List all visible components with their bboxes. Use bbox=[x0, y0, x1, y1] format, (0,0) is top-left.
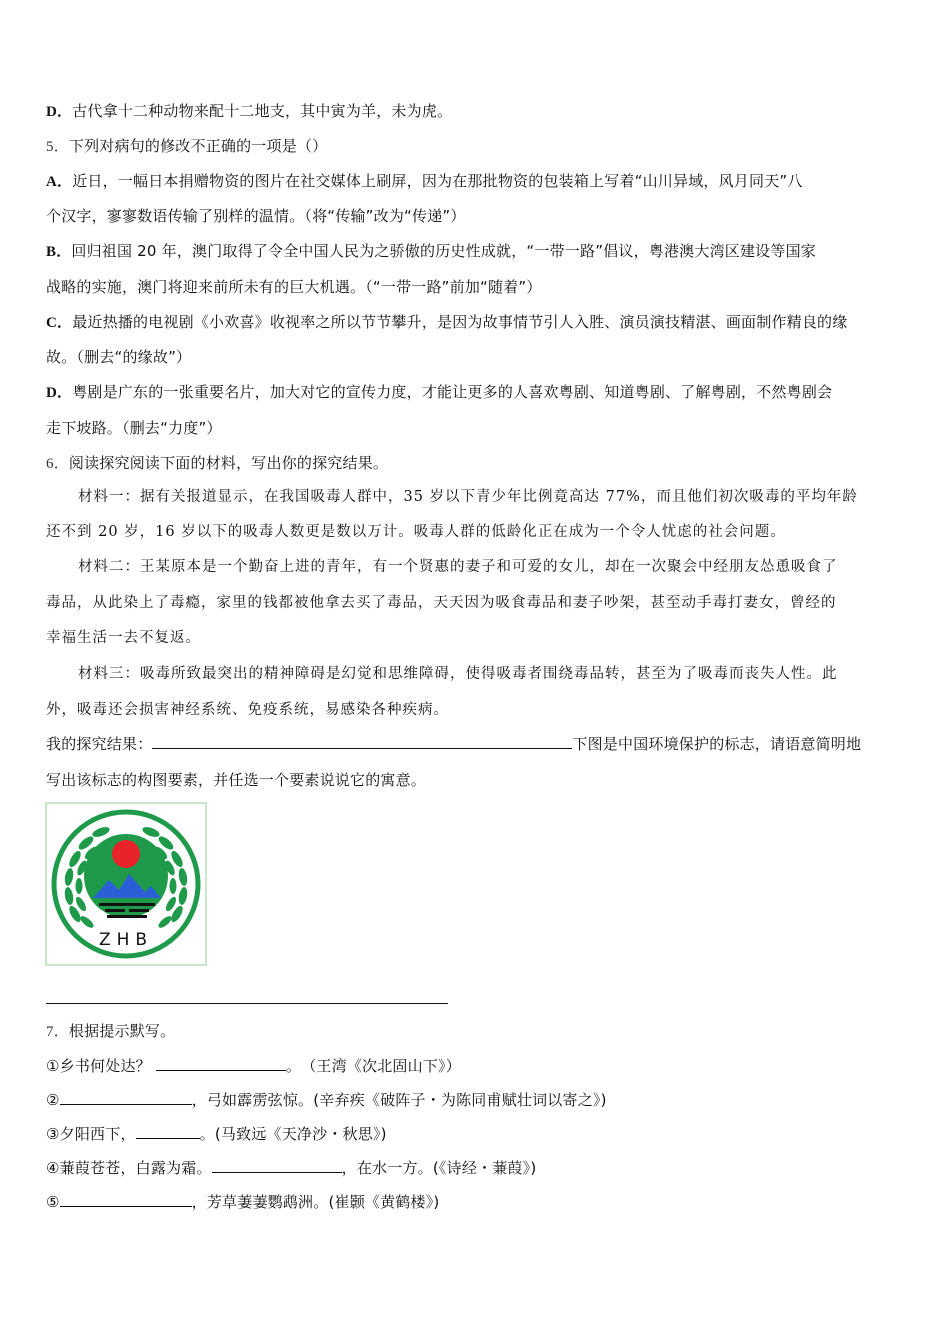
material-2-line3: 幸福生活一去不复返。 bbox=[46, 630, 201, 646]
question-text: 根据提示默写。 bbox=[68, 1022, 176, 1040]
fill-blank[interactable] bbox=[60, 1192, 192, 1207]
answer-label: 我的探究结果： bbox=[46, 735, 153, 753]
answer-blank[interactable] bbox=[152, 734, 572, 749]
q6-stem bbox=[46, 453, 388, 474]
material-3-line2: 外，吸毒还会损害神经系统、免疫系统，易感染各种疾病。 bbox=[46, 702, 449, 718]
fill-blank[interactable] bbox=[156, 1056, 286, 1071]
zhb-logo-icon bbox=[47, 804, 205, 964]
question-text: 下列对病句的修改不正确的一项是（） bbox=[68, 137, 328, 155]
q5-option-b-line1 bbox=[46, 241, 816, 262]
question-number: 5． bbox=[46, 139, 69, 155]
q5-option-c-line2: 故。（删去“的缘故”） bbox=[46, 348, 192, 366]
follow-up-text: 下图是中国环境保护的标志，请语意简明地 bbox=[572, 735, 862, 753]
material-2-line1: 材料二：王某原本是一个勤奋上进的青年，有一个贤惠的妻子和可爱的女儿，却在一次聚会中经朋友怂恿吸食了 bbox=[78, 559, 838, 575]
item-after: ，弓如霹雳弦惊。(辛弃疾《破阵子・为陈同甫赋壮词以寄之》) bbox=[191, 1091, 607, 1109]
option-label: B． bbox=[46, 244, 72, 260]
material-1-line1: 材料一：据有关报道显示，在我国吸毒人群中，35 岁以下青少年比例竟高达 77%，而且他们初次吸毒的平均年龄 bbox=[78, 489, 858, 505]
item-after: 。(马致远《天净沙・秋思》) bbox=[199, 1125, 387, 1143]
item-marker: ④ bbox=[46, 1159, 60, 1177]
item-after: ，在水一方。(《诗经・蒹葭》) bbox=[341, 1159, 537, 1177]
option-label: D． bbox=[46, 385, 73, 401]
q7-stem bbox=[46, 1021, 175, 1042]
q7-item-2 bbox=[46, 1090, 607, 1110]
item-after: 。 （王湾《次北固山下》） bbox=[285, 1057, 461, 1075]
question-number: 7． bbox=[46, 1024, 69, 1040]
option-text: 古代拿十二种动物来配十二地支，其中寅为羊，未为虎。 bbox=[72, 102, 453, 120]
environmental-protection-logo bbox=[45, 802, 207, 966]
q6-follow-up-line2: 写出该标志的构图要素，并任选一个要素说说它的寓意。 bbox=[46, 771, 427, 789]
question-number: 6． bbox=[46, 456, 69, 472]
item-marker: ① bbox=[46, 1057, 60, 1075]
answer-line-divider[interactable] bbox=[46, 1003, 448, 1004]
option-text: 近日，一幅日本捐赠物资的图片在社交媒体上刷屏，因为在那批物资的包装箱上写着“山川异域，风月同天”八 bbox=[72, 172, 803, 190]
item-before: 蒹葭苍苍，白露为霜。 bbox=[59, 1159, 212, 1177]
fill-blank[interactable] bbox=[60, 1090, 192, 1105]
material-3-line1: 材料三：吸毒所致最突出的精神障碍是幻觉和思维障碍，使得吸毒者围绕毒品转，甚至为了吸毒而丧失人性。此 bbox=[78, 666, 838, 682]
fill-blank[interactable] bbox=[212, 1158, 342, 1173]
q5-option-a-line1 bbox=[46, 171, 803, 192]
item-marker: ⑤ bbox=[46, 1193, 60, 1211]
item-marker: ③ bbox=[46, 1125, 60, 1143]
material-1-line2: 还不到 20 岁，16 岁以下的吸毒人数更是数以万计。吸毒人群的低龄化正在成为一个令人忧虑的社会问题。 bbox=[46, 524, 786, 540]
option-label: A． bbox=[46, 174, 73, 190]
q5-option-d-line2: 走下坡路。（删去“力度”） bbox=[46, 419, 222, 437]
item-after: ，芳草萋萋鹦鹉洲。(崔颢《黄鹤楼》) bbox=[191, 1193, 440, 1211]
q4-option-d bbox=[46, 101, 452, 122]
item-before: 乡书何处达？ bbox=[59, 1057, 151, 1075]
option-text: 最近热播的电视剧《小欢喜》收视率之所以节节攀升，是因为故事情节引人入胜、演员演技精湛、画面制作精良的缘 bbox=[72, 313, 848, 331]
material-2-line2: 毒品，从此染上了毒瘾，家里的钱都被他拿去买了毒品，天天因为吸食毒品和妻子吵架，甚至动手毒打妻女，曾经的 bbox=[46, 595, 837, 611]
q5-option-c-line1 bbox=[46, 312, 847, 333]
q7-item-4 bbox=[46, 1158, 536, 1178]
q6-answer-line bbox=[46, 734, 861, 754]
q7-item-3 bbox=[46, 1124, 387, 1144]
q5-option-b-line2: 战略的实施，澳门将迎来前所未有的巨大机遇。（“一带一路”前加“随着”） bbox=[46, 278, 542, 296]
q5-stem bbox=[46, 136, 327, 157]
q5-option-a-line2: 个汉字，寥寥数语传输了别样的温情。（将“传输”改为“传递”） bbox=[46, 207, 466, 225]
item-before: 夕阳西下， bbox=[59, 1125, 136, 1143]
option-text: 回归祖国 20 年，澳门取得了令全中国人民为之骄傲的历史性成就，“一带一路”倡议，粤港澳大湾区建设等国家 bbox=[71, 242, 816, 260]
logo-text: ZHB bbox=[98, 930, 154, 950]
q7-item-1 bbox=[46, 1056, 461, 1076]
option-label: C． bbox=[46, 315, 73, 331]
option-label: D． bbox=[46, 104, 73, 120]
q5-option-d-line1 bbox=[46, 382, 832, 403]
item-marker: ② bbox=[46, 1091, 60, 1109]
q7-item-5 bbox=[46, 1192, 439, 1212]
question-text: 阅读探究阅读下面的材料，写出你的探究结果。 bbox=[68, 454, 389, 472]
fill-blank[interactable] bbox=[136, 1124, 200, 1139]
option-text: 粤剧是广东的一张重要名片，加大对它的宣传力度，才能让更多的人喜欢粤剧、知道粤剧、了解粤剧，不然粤剧会 bbox=[72, 383, 833, 401]
